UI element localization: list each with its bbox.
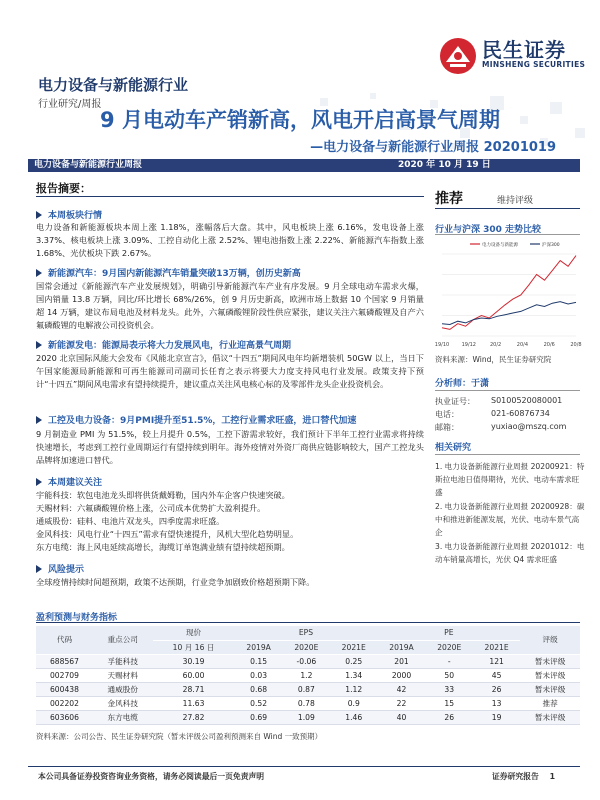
bullet-triangle-icon xyxy=(36,565,42,573)
footer-divider xyxy=(28,766,580,767)
brand-name-cn: 民生证券 xyxy=(482,38,566,62)
chart-source: 资料来源：Wind，民生证券研究院 xyxy=(435,355,552,364)
forecast-source: 资料来源：公司公告、民生证券研究院（暂未评级公司盈利预测来自 Wind 一致预期） xyxy=(36,732,323,741)
col-year: 2019A xyxy=(235,640,283,654)
analyst-phone-value: 021-60876734 xyxy=(491,409,550,418)
stock-pick: 宇能科技：软包电池龙头即将供货戴姆勒，国内外车企客户快速突破。 xyxy=(36,490,290,500)
bullet-triangle-icon xyxy=(36,341,42,349)
col-price: 现价 xyxy=(153,626,235,640)
analyst-cert-value: S0100520080001 xyxy=(491,396,563,405)
table-row: 603606 东方电缆 27.82 0.69 1.09 1.46 40 26 19 暂未评级 xyxy=(36,710,580,724)
table-row: 600438 通威股份 28.71 0.68 0.87 1.12 42 33 26 暂未评级 xyxy=(36,682,580,696)
recommend-divider xyxy=(435,208,580,209)
industry-label: 电力设备与新能源行业 xyxy=(38,76,189,94)
analyst-phone-label: 电话： xyxy=(435,410,459,419)
col-price-date: 10 月 16 日 xyxy=(153,640,235,654)
table-row: 002709 天赐材料 60.00 0.03 1.2 1.34 2000 50 45 暂未评级 xyxy=(36,668,580,682)
bullet-triangle-icon xyxy=(36,416,42,424)
chart-x-tick-label: 20/4 xyxy=(516,342,529,348)
related-report-link[interactable]: 2. 电力设备新能源行业周报 20200928：碳中和推进新能源发展，光伏、电动车景气高企 xyxy=(435,502,585,537)
chart-x-tick-label: 20/6 xyxy=(543,342,555,348)
related-divider xyxy=(435,454,580,455)
trend-chart xyxy=(436,238,580,350)
col-year: 2019A xyxy=(377,640,425,654)
section-body: 全球疫情持续时间超预期，政策不达预期，行业竞争加剧致价格超预期下降。 xyxy=(36,577,315,587)
related-report-link[interactable]: 1. 电力设备新能源行业周报 20200921：特斯拉电池日值得期待，光伏、电动车需求旺盛 xyxy=(435,462,585,497)
section-heading: 新能源汽车：9月国内新能源汽车销量突破13万辆，创历史新高 xyxy=(36,266,301,279)
chart-title: 行业与沪深 300 走势比较 xyxy=(435,225,542,235)
section-heading: 工控及电力设备：9月PMI提升至51.5%，工控行业需求旺盛，进口替代加速 xyxy=(36,413,356,426)
section-heading: 新能源发电：能源局表示将大力发展风电，行业迎高景气周期 xyxy=(36,338,291,351)
chart-legend-label: 沪深300 xyxy=(542,243,560,248)
section-body: 9 月制造业 PMI 为 51.5%，较上月提升 0.5%，工控下游需求较好，我们预计下半年工控行业需求将持续快速增长，考虑到工控行业周期运行有望持续到明年。海外疫情对外资厂商供应链影响较大，国产工控龙头品牌将加速进口替代。 xyxy=(36,429,424,465)
analyst-divider xyxy=(435,390,580,391)
summary-title: 报告摘要： xyxy=(36,182,91,195)
recommendation: 推荐 xyxy=(435,191,463,207)
section-body: 2020 北京国际风能大会发布《风能北京宣言》，倡议“十四五”期间风电年均新增装机 50GW 以上，当日下午国家能源局新能源和可再生能源司司副司长任育之表示将要大力度支持风电行业发展。政策支持下预计“十四五”期间风电需求有望持续提升，建议重点关注风电核心标的及零部件龙头企业投资机会。 xyxy=(36,353,424,389)
section-heading: 风险提示 xyxy=(36,562,84,575)
chart-x-tick-label: 19/10 xyxy=(434,342,450,348)
col-pe: PE xyxy=(377,626,520,640)
chart-x-tick-label: 19/12 xyxy=(461,342,477,348)
col-year: 2021E xyxy=(473,640,520,654)
table-row: 002202 金风科技 11.63 0.52 0.78 0.9 22 15 13 推荐 xyxy=(36,696,580,710)
col-code: 代码 xyxy=(36,626,93,654)
analyst-email-value[interactable]: yuxiao@mszq.com xyxy=(491,422,567,431)
forecast-title: 盈利预测与财务指标 xyxy=(36,613,118,623)
report-title: 9 月电动车产销新高，风电开启高景气周期 xyxy=(100,108,500,132)
section-heading: 本周板块行情 xyxy=(36,208,102,221)
bullet-triangle-icon xyxy=(36,269,42,277)
rating-status: 维持评级 xyxy=(497,196,534,206)
forecast-table xyxy=(36,626,580,725)
report-subtitle: —电力设备与新能源行业周报 20201019 xyxy=(310,140,556,155)
col-rating: 评级 xyxy=(520,626,580,654)
analyst-cert-label: 执业证号： xyxy=(435,397,475,406)
related-heading: 相关研究 xyxy=(435,443,472,453)
chart-x-tick-label: 20/2 xyxy=(489,342,502,348)
analyst-email-label: 邮箱： xyxy=(435,423,459,432)
report-type: 行业研究/周报 xyxy=(38,99,102,110)
related-report-link[interactable]: 3. 电力设备新能源行业周报 20201012：电动车销量高增长，光伏 Q4 需求旺盛 xyxy=(435,542,585,564)
minsheng-logo-icon xyxy=(438,36,478,76)
footer-page: 证券研究报告 1 xyxy=(492,772,556,781)
analyst-heading: 分析师：于潇 xyxy=(435,379,490,389)
section-heading: 本周建议关注 xyxy=(36,475,102,488)
forecast-divider xyxy=(36,622,580,623)
band-date: 2020 年 10 月 19 日 xyxy=(398,160,491,170)
chart-title-divider xyxy=(435,234,580,235)
bullet-triangle-icon xyxy=(36,211,42,219)
stock-pick: 东方电缆：海上风电延续高增长，海缆订单饱满业绩有望持续超预期。 xyxy=(36,542,290,552)
stock-pick: 天赐材料：六氟磷酸锂价格上涨，公司成本优势扩大盈利提升。 xyxy=(36,503,266,513)
col-year: 2020E xyxy=(426,640,473,654)
chart-legend-label: 电力设备与新能源 xyxy=(482,243,518,248)
section-body xyxy=(36,489,424,554)
brand-name-en: MINSHENG SECURITIES xyxy=(482,60,586,69)
summary-divider xyxy=(36,196,424,197)
table-row: 688567 孚能科技 30.19 0.15 -0.06 0.25 201 - 121 暂未评级 xyxy=(36,654,580,668)
chart-x-tick-label: 20/8 xyxy=(570,342,582,348)
bullet-triangle-icon xyxy=(36,478,42,486)
section-body: 电力设备和新能源板块本周上涨 1.18%，涨幅落后大盘。其中，风电板块上涨 6.16%，发电设备上涨 3.37%、核电板块上涨 3.09%、工控自动化上涨 2.52%、锂电池指数上涨 2.22%、新能源汽车指数上涨 1.68%、光伏板块下跌 2.67%。 xyxy=(36,222,424,258)
col-eps: EPS xyxy=(235,626,378,640)
chart-series-line xyxy=(442,256,576,330)
band-report-name: 电力设备与新能源行业周报 xyxy=(34,160,143,170)
col-year: 2021E xyxy=(330,640,377,654)
chart-series-line xyxy=(442,302,576,325)
stock-pick: 通威股份：硅料、电池片双龙头，四季度需求旺盛。 xyxy=(36,516,225,526)
col-name: 重点公司 xyxy=(93,626,153,654)
stock-pick: 金风科技：风电行业“十四五”需求有望快速提升，风机大型化趋势明显。 xyxy=(36,529,299,539)
section-body: 国常会通过《新能源汽车产业发展规划》，明确引导新能源汽车产业有序发展。9 月全球电动车需求火爆，国内销量 13.8 万辆，同比/环比增长 68%/26%，创 9 月历史新高，欧洲市场上数据 10 个国家 9 月销量超 14 万辆，建议布局电池及材料龙头。此外，六氟磷酸锂阶段性供应紧张，建议关注六氟磷酸锂及自产六氟磷酸锂的电解液公司投资机会。 xyxy=(36,281,424,330)
col-year: 2020E xyxy=(283,640,330,654)
footer-disclaimer: 本公司具备证券投资咨询业务资格，请务必阅读最后一页免责声明 xyxy=(38,772,265,781)
